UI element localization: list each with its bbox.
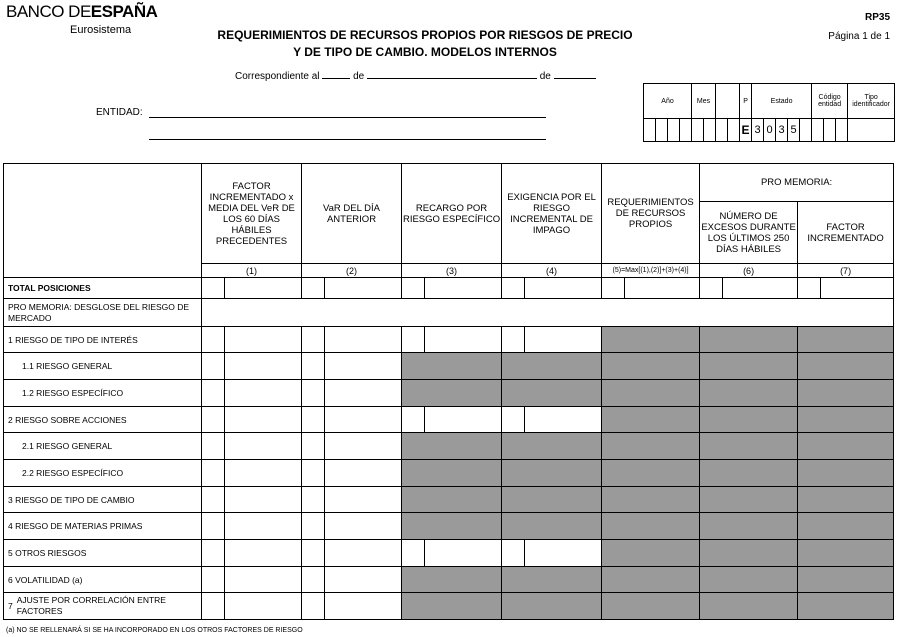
id-cell[interactable] <box>848 119 895 142</box>
row-label-1-2: 1.2 RIESGO ESPECÍFICO <box>4 380 202 407</box>
cell[interactable] <box>723 278 798 299</box>
cell[interactable] <box>302 278 325 299</box>
col-header-6: NÚMERO DE EXCESOS DURANTE LOS ÚLTIMOS 250 DÍAS HÁBILES <box>700 202 798 264</box>
estado-value: 3 <box>776 119 788 142</box>
id-cell[interactable] <box>668 119 680 142</box>
form-title: REQUERIMIENTOS DE RECURSOS PROPIOS POR RIESGOS DE PRECIO Y DE TIPO DE CAMBIO. MODELOS INTERNOS <box>217 28 633 59</box>
pro-memoria-header: PRO MEMORIA: <box>700 164 894 202</box>
col-number-6: (6) <box>700 264 798 278</box>
cell[interactable] <box>302 513 325 540</box>
estado-value: 0 <box>764 119 776 142</box>
cell[interactable] <box>502 278 525 299</box>
row-label-1-1: 1.1 RIESGO GENERAL <box>4 353 202 380</box>
cell[interactable] <box>602 278 625 299</box>
cell[interactable] <box>325 487 402 513</box>
logo: BANCO DEESPAÑA <box>6 2 158 21</box>
row-label-2-2: 2.2 RIESGO ESPECÍFICO <box>4 460 202 487</box>
cell[interactable] <box>302 593 325 620</box>
cell[interactable] <box>425 540 502 567</box>
col-number-2: (2) <box>302 264 402 278</box>
cell[interactable] <box>225 540 302 567</box>
cell[interactable] <box>302 327 325 353</box>
id-cell[interactable] <box>824 119 836 142</box>
cell[interactable] <box>202 567 225 593</box>
cell[interactable] <box>225 593 302 620</box>
col-header-7: FACTOR INCREMENTADO <box>798 202 894 264</box>
col-number-7: (7) <box>798 264 894 278</box>
cell[interactable] <box>225 513 302 540</box>
cell[interactable] <box>502 407 525 433</box>
cell[interactable] <box>302 567 325 593</box>
cell[interactable] <box>225 380 302 407</box>
row-label-5: 5 OTROS RIESGOS <box>4 540 202 567</box>
cell[interactable] <box>325 327 402 353</box>
cell[interactable] <box>402 278 425 299</box>
id-cell[interactable] <box>728 119 740 142</box>
id-cell[interactable] <box>812 119 824 142</box>
year-field[interactable] <box>554 78 596 79</box>
cell[interactable] <box>225 433 302 460</box>
day-field[interactable] <box>322 78 350 79</box>
cell[interactable] <box>425 407 502 433</box>
col-header-3: RECARGO POR RIESGO ESPECÍFICO <box>402 164 502 264</box>
estado-value: 3 <box>752 119 764 142</box>
cell[interactable] <box>325 407 402 433</box>
cell[interactable] <box>821 278 894 299</box>
id-cell[interactable] <box>836 119 848 142</box>
cell[interactable] <box>700 278 723 299</box>
row-label-6: 6 VOLATILIDAD (a) <box>4 567 202 593</box>
footnote: (a) NO SE RELLENARÁ SI SE HA INCORPORADO EN LOS OTROS FACTORES DE RIESGO <box>6 627 303 634</box>
row-number-7: 7 <box>8 600 13 611</box>
cell[interactable] <box>625 278 700 299</box>
cell[interactable] <box>225 353 302 380</box>
cell[interactable] <box>202 513 225 540</box>
logo-subtitle: Eurosistema <box>70 24 132 36</box>
cell[interactable] <box>502 327 525 353</box>
cell[interactable] <box>225 460 302 487</box>
cell[interactable] <box>325 460 402 487</box>
row-label-total: TOTAL POSICIONES <box>4 278 202 299</box>
risk-table <box>3 163 894 620</box>
row-text-7: AJUSTE POR CORRELACIÓN ENTRE FACTORES <box>16 595 166 616</box>
cell[interactable] <box>202 433 225 460</box>
entidad-field-1[interactable] <box>149 117 546 118</box>
cell[interactable] <box>302 433 325 460</box>
codigo-entidad-label: Código entidad <box>812 84 848 119</box>
row-label-4: 4 RIESGO DE MATERIAS PRIMAS <box>4 513 202 540</box>
col-number-5: (5)=Max[(1),(2)]+(3)+(4)] <box>602 264 700 278</box>
month-field[interactable] <box>367 78 537 79</box>
cell[interactable] <box>202 278 225 299</box>
row-label-pro-memoria: PRO MEMORIA: DESGLOSE DEL RIESGO DE MERCADO <box>4 299 202 327</box>
id-cell[interactable] <box>680 119 692 142</box>
cell[interactable] <box>202 380 225 407</box>
page-indicator: Página 1 de 1 <box>828 31 890 42</box>
cell[interactable] <box>302 460 325 487</box>
id-cell[interactable] <box>644 119 656 142</box>
cell[interactable] <box>502 540 525 567</box>
cell[interactable] <box>425 327 502 353</box>
cell[interactable] <box>202 327 225 353</box>
cell[interactable] <box>202 593 225 620</box>
col-number-4: (4) <box>502 264 602 278</box>
tipo-identificador-label: Tipo identificador <box>848 84 895 119</box>
cell[interactable] <box>302 353 325 380</box>
entidad-label: ENTIDAD: <box>96 107 143 118</box>
cell[interactable] <box>225 327 302 353</box>
row-label-1: 1 RIESGO DE TIPO DE INTERÉS <box>4 327 202 353</box>
form-code: RP35 <box>864 12 890 23</box>
cell[interactable] <box>202 407 225 433</box>
cell[interactable] <box>325 513 402 540</box>
col-header-1: FACTOR INCREMENTADO x MEDIA DEL VeR DE LOS 60 DÍAS HÁBILES PRECEDENTES <box>202 164 302 264</box>
cell[interactable] <box>525 327 602 353</box>
year-label: Año <box>644 84 692 119</box>
month-label: Mes <box>692 84 716 119</box>
estado-value-e: E <box>740 119 752 142</box>
col-header-5: REQUERIMIENTOS DE RECURSOS PROPIOS <box>602 164 700 264</box>
cell[interactable] <box>225 278 302 299</box>
cell[interactable] <box>325 567 402 593</box>
cell[interactable] <box>525 407 602 433</box>
id-cell[interactable] <box>692 119 704 142</box>
identification-box <box>643 83 895 142</box>
row-label-2: 2 RIESGO SOBRE ACCIONES <box>4 407 202 433</box>
row-label-2-1: 2.1 RIESGO GENERAL <box>4 433 202 460</box>
cell[interactable] <box>302 407 325 433</box>
cell[interactable] <box>225 407 302 433</box>
cell[interactable] <box>202 460 225 487</box>
row-label-7 <box>4 593 202 620</box>
cell[interactable] <box>325 433 402 460</box>
col-header-4: EXIGENCIA POR EL RIESGO INCREMENTAL DE IMPAGO <box>502 164 602 264</box>
p-label: P <box>740 84 752 119</box>
cell[interactable] <box>302 540 325 567</box>
cell[interactable] <box>525 278 602 299</box>
col-number-1: (1) <box>202 264 302 278</box>
cell[interactable] <box>202 353 225 380</box>
col-header-2: VaR DEL DÍA ANTERIOR <box>302 164 402 264</box>
cell[interactable] <box>525 540 602 567</box>
col-number-3: (3) <box>402 264 502 278</box>
cell[interactable] <box>325 278 402 299</box>
cell[interactable] <box>798 278 821 299</box>
row-label-3: 3 RIESGO DE TIPO DE CAMBIO <box>4 487 202 513</box>
cell[interactable] <box>302 380 325 407</box>
cell[interactable] <box>402 327 425 353</box>
cell[interactable] <box>225 567 302 593</box>
id-cell[interactable] <box>800 119 812 142</box>
cell[interactable] <box>225 487 302 513</box>
cell[interactable] <box>202 487 225 513</box>
estado-value: 5 <box>788 119 800 142</box>
id-cell[interactable] <box>704 119 716 142</box>
id-cell[interactable] <box>656 119 668 142</box>
cell[interactable] <box>325 353 402 380</box>
cell[interactable] <box>402 407 425 433</box>
correspondiente-line: Correspondiente al de de <box>235 71 596 82</box>
cell[interactable] <box>325 540 402 567</box>
cell[interactable] <box>325 593 402 620</box>
id-cell[interactable] <box>716 119 728 142</box>
cell[interactable] <box>325 380 402 407</box>
entidad-field-2[interactable] <box>149 139 546 140</box>
estado-label: Estado <box>752 84 812 119</box>
cell[interactable] <box>302 487 325 513</box>
cell[interactable] <box>425 278 502 299</box>
cell[interactable] <box>202 540 225 567</box>
cell[interactable] <box>402 540 425 567</box>
